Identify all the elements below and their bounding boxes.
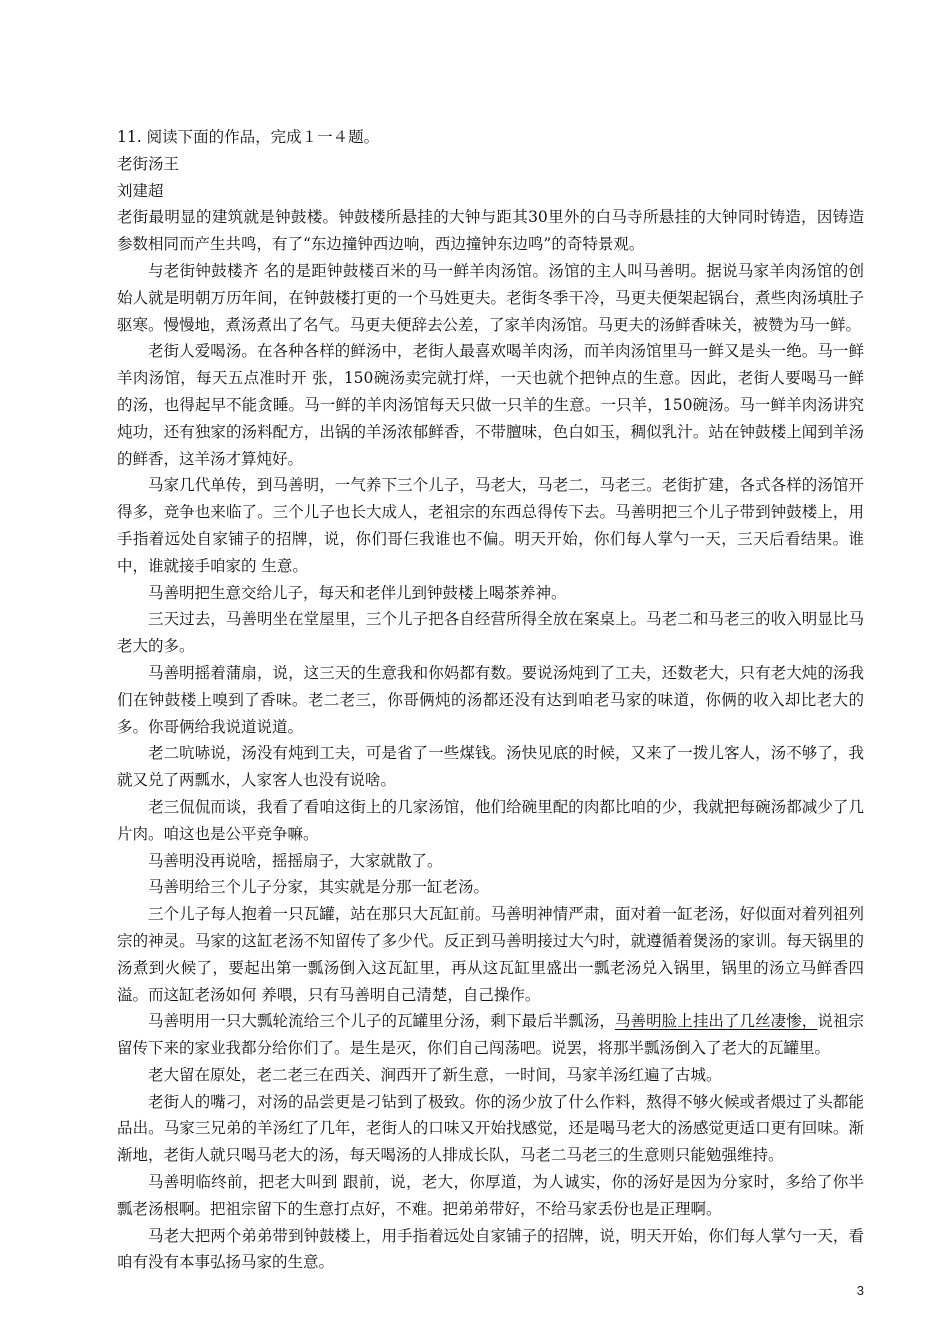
paragraph: 老三侃侃而谈，我看了看咱这街上的几家汤馆，他们给碗里配的肉都比咱的少，我就把每碗汤都减少了几片肉。咱这也是公平竞争嘛。 [117,797,864,843]
page-number: 3 [856,1283,864,1298]
paragraph: 马老大把两个弟弟带到钟鼓楼上，用手指着远处自家铺子的招牌，说，明天开始，你们每人掌勺一天，看咱有没有本事弘扬马家的生意。 [117,1226,864,1272]
story-title: 老街汤王 [117,154,180,173]
paragraph: 老街最明显的建筑就是钟鼓楼。钟鼓楼所悬挂的大钟与距其30里外的白马寺所悬挂的大钟同时铸造，因铸造参数相同而产生共鸣，有了“东边撞钟西边响，西边撞钟东边鸣”的奇特景观。 [117,208,864,254]
paragraph-with-underline [117,1008,864,1062]
paragraph: 三天过去，马善明坐在堂屋里，三个儿子把各自经营所得全放在案桌上。马老二和马老三的收入明显比马老大的多。 [117,610,864,656]
paragraph: 老大留在原处，老二老三在西关、涧西开了新生意，一时间，马家羊汤红遍了古城。 [148,1065,722,1084]
paragraph: 三个儿子每人抱着一只瓦罐，站在那只大瓦缸前。马善明神情严肃，面对着一缸老汤，好似面对着列祖列宗的神灵。马家的这缸老汤不知留传了多少代。反正到马善明接过大勺时，就遵循着煲汤的家训。每天锅里的汤煮到火候了，要起出第一瓢汤倒入这瓦缸里，再从这瓦缸里盛出一瓢老汤兑入锅里，锅里的汤立马鲜香四溢。而这缸老汤如何 养喂，只有马善明自己清楚，自己操作。 [117,905,864,1004]
paragraph: 马善明把生意交给儿子，每天和老伴儿到钟鼓楼上喝茶养神。 [148,583,567,602]
paragraph: 老二吭哧说，汤没有炖到工夫，可是省了一些煤钱。汤快见底的时候，又来了一拨儿客人，汤不够了，我就又兑了两瓢水，人家客人也没有说啥。 [117,744,864,790]
document-body [117,124,864,1276]
paragraph-text: 马善明用一只大瓢轮流给三个儿子的瓦罐里分汤，剩下最后半瓢汤， [148,1012,615,1031]
paragraph: 马善明没再说啥，摇摇扇子，大家就散了。 [148,851,443,870]
paragraph: 马善明摇着蒲扇，说，这三天的生意我和你妈都有数。要说汤炖到了工夫，还数老大，只有老大炖的汤我们在钟鼓楼上嗅到了香味。老二老三，你哥俩炖的汤都还没有达到咱老马家的味道，你俩的收入却比老大的多。你哥俩给我说道说道。 [117,663,864,736]
paragraph-text: 说祖宗留传下来的家业我都分给你们了。是生是灭，你们自己闯荡吧。说罢，将那半瓢汤倒入了老大的瓦罐里。 [117,1012,864,1058]
question-heading: 11. 阅读下面的作品，完成１一４题。 [117,128,380,146]
paragraph: 马家几代单传，到马善明，一气养下三个儿子，马老大，马老二，马老三。老街扩建，各式各样的汤馆开得多，竞争也来临了。三个儿子也长大成人，老祖宗的东西总得传下去。马善明把三个儿子带到钟鼓楼上，用手指着远处自家铺子的招牌，说，你们哥仨我谁也不偏。明天开始，你们每人掌勺一天，三天后看结果。谁中，谁就接手咱家的 生意。 [117,476,864,575]
story-author: 刘建超 [117,181,164,200]
paragraph: 马善明给三个儿子分家，其实就是分那一缸老汤。 [148,878,490,897]
paragraph: 马善明临终前，把老大叫到 跟前，说，老大，你厚道，为人诚实，你的汤好是因为分家时，多给了你半瓢老汤根啊。把祖宗留下的生意打点好，不难。把弟弟带好，不给马家丢份也是正理啊。 [117,1173,864,1218]
paragraph: 老街人的嘴刁，对汤的品尝更是刁钻到了极致。你的汤少放了什么作料，熬得不够火候或者煨过了头都能品出。马家三兄弟的羊汤红了几年，老街人的口味又开始找感觉，还是喝马老大的汤感觉更适口更有回味。渐渐地，老街人就只喝马老大的汤，每天喝汤的人排成长队，马老二马老三的生意则只能勉强维持。 [117,1092,864,1165]
underlined-sentence: 马善明脸上挂出了几丝凄惨， [614,1012,818,1031]
paragraph: 老街人爱喝汤。在各种各样的鲜汤中，老街人最喜欢喝羊肉汤，而羊肉汤馆里马一鲜又是头一绝。马一鲜羊肉汤馆，每天五点准时开 张，150碗汤卖完就打烊，一天也就个把钟点的生意。因此，老街人要喝马一鲜的汤，也得起早不能贪睡。马一鲜的羊肉汤馆每天只做一只羊的生意。一只羊，150碗汤。马一鲜羊肉汤讲究炖功，还有独家的汤料配方，出锅的羊汤浓郁鲜香，不带膻味，色白如玉，稠似乳汁。站在钟鼓楼上闻到羊汤的鲜香，这羊汤才算炖好。 [117,342,864,468]
paragraph: 与老街钟鼓楼齐 名的是距钟鼓楼百米的马一鲜羊肉汤馆。汤馆的主人叫马善明。据说马家羊肉汤馆的创始人就是明朝万历年间，在钟鼓楼打更的一个马姓更夫。老街冬季干冷，马更夫便架起锅台，煮些肉汤填肚子驱寒。慢慢地，煮汤煮出了名气。马更夫便辞去公差，了家羊肉汤馆。马更夫的汤鲜香味关，被赞为马一鲜。 [117,261,864,334]
